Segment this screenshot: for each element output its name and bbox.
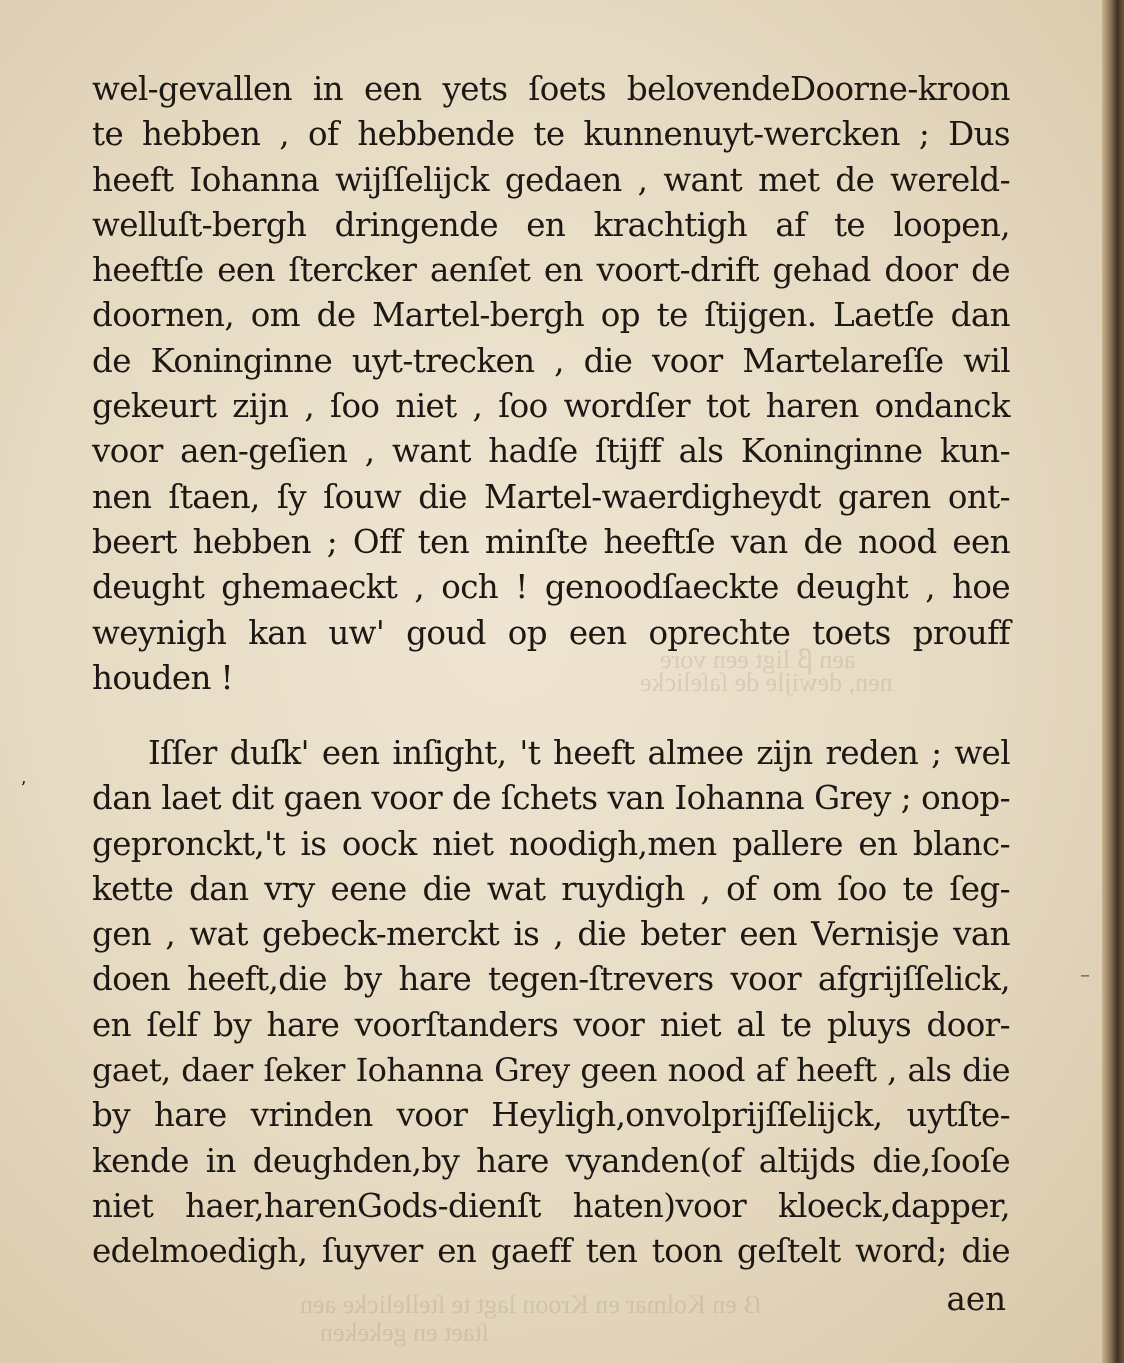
text-line: kende in deughden,by hare vyanden(of altijds die,ſooſe <box>92 1141 1010 1180</box>
text-line: nen ſtaen, ſy ſouw die Martel-waerdigheydt garen ont- <box>92 477 1010 516</box>
margin-mark: ʼ <box>20 778 26 799</box>
text-line: beert hebben ; Off ten minſte heeftſe van de nood een <box>92 522 1010 561</box>
text-line: te hebben , of hebbende te kunnenuyt-wercken ; Dus <box>92 115 1010 154</box>
paragraph-2 <box>92 731 1010 1275</box>
text-line: heeft Iohanna wijſſelijck gedaen , want met de wereld- <box>92 160 1010 199</box>
show-through-text: ſtaet en gekeken <box>320 1318 489 1347</box>
show-through-text: ẞ en Kolmar en Kroon lagt te ſtellelicke aen <box>300 1290 762 1319</box>
text-line: gaet, daer ſeker Iohanna Grey geen nood af heeft , als die <box>92 1051 1010 1090</box>
text-line: en ſelf by hare voorſtanders voor niet al te pluys door- <box>92 1005 1010 1044</box>
text-line: heeftſe een ſtercker aenſet en voort-drift gehad door de <box>92 251 1010 290</box>
page-edge-binding <box>1102 0 1124 1363</box>
text-line: de Koninginne uyt-trecken , die voor Martelareſſe wil <box>92 341 1010 380</box>
text-line: kette dan vry eene die wat ruydigh , of om ſoo te ſeg- <box>92 869 1010 908</box>
text-line: by hare vrinden voor Heyligh,onvolprijſſelijck, uytſte- <box>92 1096 1010 1135</box>
text-line: doen heeft,die by hare tegen-ſtrevers voor afgrijſſelick, <box>92 960 1010 999</box>
text-line: gepronckt,'t is oock niet noodigh,men pallere en blanc- <box>92 824 1010 863</box>
text-line: gen , wat gebeck-merckt is , die beter een Vernisje van <box>92 915 1010 954</box>
text-line: edelmoedigh, ſuyver en gaeff ten toon geſtelt word; die <box>92 1232 1010 1271</box>
paragraph-1 <box>92 67 1010 701</box>
text-line: welluſt-bergh dringende en krachtigh af te loopen, <box>92 205 1010 244</box>
text-line: niet haer,harenGods-dienſt haten)voor kloeck,dapper, <box>92 1186 1010 1225</box>
text-line: dan laet dit gaen voor de ſchets van Iohanna Grey ; onop- <box>92 779 1010 818</box>
show-through-text: nen, dewijle de ſaſelicke <box>640 668 893 697</box>
text-line: doornen, om de Martel-bergh op te ſtijgen. Laetſe dan <box>92 296 1010 335</box>
text-line: gekeurt zijn , ſoo niet , ſoo wordſer tot haren ondanck <box>92 387 1010 426</box>
text-line: houden ! <box>92 658 233 697</box>
text-line: Iſſer duſk' een inſight, 't heeft almee zijn reden ; wel <box>148 734 1010 772</box>
text-line: weynigh kan uw' goud op een oprechte toets prouff <box>92 613 1010 652</box>
text-line: deught ghemaeckt , och ! genoodſaeckte deught , hoe <box>92 568 1010 607</box>
catchword: aen <box>946 1280 1006 1318</box>
text-line: voor aen-geſien , want hadſe ſtijff als Koninginne kun- <box>92 432 1010 471</box>
margin-mark: – <box>1080 962 1090 986</box>
text-line: wel-gevallen in een yets ſoets belovendeDoorne-kroon <box>92 70 1010 108</box>
show-through-text: aen ꞵ ligt een vore <box>660 645 856 674</box>
